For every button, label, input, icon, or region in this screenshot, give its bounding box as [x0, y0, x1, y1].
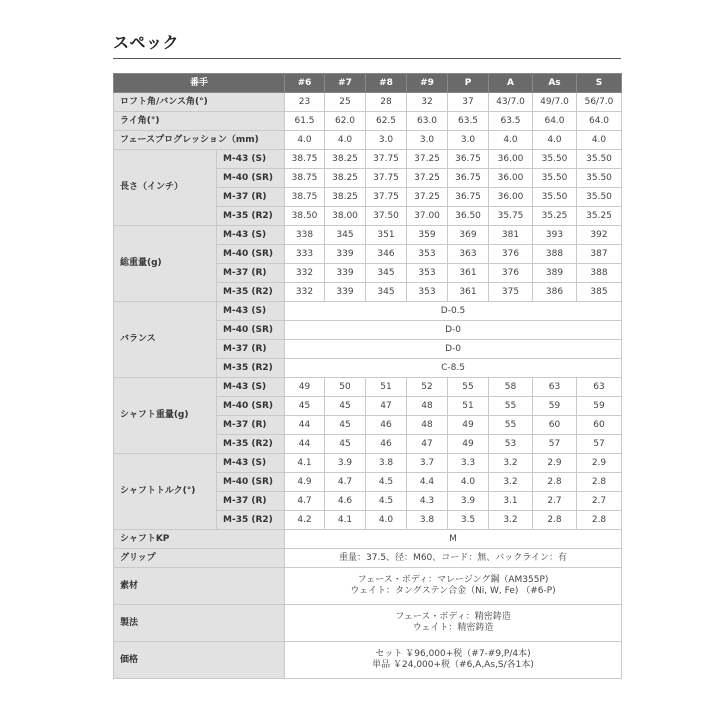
- value-cell: 332: [285, 264, 325, 283]
- shaft-label: M-35 (R2): [217, 435, 285, 454]
- value-cell: 60: [533, 416, 577, 435]
- value-cell: 345: [366, 283, 407, 302]
- value-cell: 35.50: [577, 169, 622, 188]
- group-label: シャフトトルク(°): [114, 454, 217, 530]
- value-line: 単品 ￥24,000+税（#6,A,As,S/各1本): [372, 660, 534, 670]
- spec-row: [114, 549, 622, 568]
- value-cell: 36.00: [489, 188, 533, 207]
- value-cell: 63.0: [407, 112, 448, 131]
- shaft-label: M-43 (S): [217, 378, 285, 397]
- value-cell: 376: [489, 245, 533, 264]
- value-cell: 35.25: [533, 207, 577, 226]
- value-cell: 4.0: [533, 131, 577, 150]
- shaft-label: M-35 (R2): [217, 207, 285, 226]
- shaft-label: M-40 (SR): [217, 245, 285, 264]
- value-cell: 37.25: [407, 188, 448, 207]
- value-cell: 45: [325, 435, 366, 454]
- value-cell: 38.75: [285, 150, 325, 169]
- shaft-label: M-43 (S): [217, 226, 285, 245]
- row-label: 製法: [114, 605, 285, 642]
- group-label: 長さ（インチ）: [114, 150, 217, 226]
- value-cell: 35.50: [533, 150, 577, 169]
- header-cell: A: [489, 74, 533, 93]
- shaft-label: M-35 (R2): [217, 511, 285, 530]
- value-cell: 339: [325, 264, 366, 283]
- value-cell: 3.2: [489, 473, 533, 492]
- shaft-label: M-40 (SR): [217, 169, 285, 188]
- value-cell: 37.75: [366, 169, 407, 188]
- value-line: セット ￥96,000+税（#7-#9,P/4本): [375, 649, 531, 659]
- spec-row: [114, 568, 622, 605]
- value-cell: 37.00: [407, 207, 448, 226]
- value-cell: 59: [577, 397, 622, 416]
- value-cell: 53: [489, 435, 533, 454]
- value-cell: 36.75: [448, 188, 489, 207]
- value-cell: 64.0: [577, 112, 622, 131]
- value-cell: 57: [533, 435, 577, 454]
- shaft-label: M-40 (SR): [217, 473, 285, 492]
- value-cell: D-0: [285, 340, 622, 359]
- value-cell: 333: [285, 245, 325, 264]
- value-cell: 2.9: [577, 454, 622, 473]
- value-cell: 2.8: [533, 473, 577, 492]
- value-cell: 57: [577, 435, 622, 454]
- value-cell: 351: [366, 226, 407, 245]
- value-cell: 361: [448, 283, 489, 302]
- value-cell: 60: [577, 416, 622, 435]
- shaft-label: M-35 (R2): [217, 283, 285, 302]
- value-line: フェース・ボディ：マレージング鋼（AM355P): [357, 575, 549, 585]
- header-cell: #6: [285, 74, 325, 93]
- value-cell: 345: [325, 226, 366, 245]
- row-label: ライ角(°): [114, 112, 285, 131]
- value-cell: D-0: [285, 321, 622, 340]
- value-cell: 47: [366, 397, 407, 416]
- value-cell: 338: [285, 226, 325, 245]
- shaft-label: M-40 (SR): [217, 321, 285, 340]
- value-cell: C-8.5: [285, 359, 622, 378]
- value-cell: 45: [325, 397, 366, 416]
- value-cell: 36.00: [489, 150, 533, 169]
- spec-row: [114, 378, 622, 397]
- shaft-label: M-37 (R): [217, 188, 285, 207]
- value-cell: 339: [325, 245, 366, 264]
- value-cell: 44: [285, 416, 325, 435]
- value-cell: 37.50: [366, 207, 407, 226]
- value-cell: 359: [407, 226, 448, 245]
- value-line: ウェイト：精密鋳造: [412, 623, 494, 633]
- title-divider: [113, 58, 621, 59]
- value-cell: 47: [407, 435, 448, 454]
- row-label: 価格: [114, 642, 285, 679]
- value-cell: 361: [448, 264, 489, 283]
- value-cell: 3.0: [407, 131, 448, 150]
- value-cell: 3.8: [407, 511, 448, 530]
- value-cell: 376: [489, 264, 533, 283]
- value-cell: 4.2: [285, 511, 325, 530]
- value-cell: 363: [448, 245, 489, 264]
- value-cell: 3.0: [448, 131, 489, 150]
- value-cell: 3.8: [366, 454, 407, 473]
- value-cell: 353: [407, 245, 448, 264]
- value-cell: 44: [285, 435, 325, 454]
- value-cell: 389: [533, 264, 577, 283]
- value-cell: 4.0: [489, 131, 533, 150]
- shaft-label: M-35 (R2): [217, 359, 285, 378]
- value-cell: 49: [448, 416, 489, 435]
- value-cell: 36.75: [448, 150, 489, 169]
- value-cell: 35.25: [577, 207, 622, 226]
- value-cell: 50: [325, 378, 366, 397]
- page-title: スペック: [113, 33, 180, 52]
- value-cell: 48: [407, 397, 448, 416]
- value-cell: 381: [489, 226, 533, 245]
- spec-row: [114, 642, 622, 679]
- value-cell: 37.25: [407, 169, 448, 188]
- value-cell: 4.0: [448, 473, 489, 492]
- row-label: グリップ: [114, 549, 285, 568]
- header-cell: S: [577, 74, 622, 93]
- spec-row: [114, 302, 622, 321]
- value-line: 重量：37.5、径：M60、コード：無、バックライン：有: [339, 552, 568, 563]
- value-cell: 38.00: [325, 207, 366, 226]
- header-cell: As: [533, 74, 577, 93]
- shaft-label: M-43 (S): [217, 454, 285, 473]
- row-label: シャフトKP: [114, 530, 285, 549]
- value-cell: 3.2: [489, 454, 533, 473]
- value-cell: 4.6: [325, 492, 366, 511]
- spec-row: [114, 226, 622, 245]
- value-cell: [285, 605, 622, 642]
- shaft-label: M-43 (S): [217, 150, 285, 169]
- value-cell: 38.25: [325, 169, 366, 188]
- spec-table: [113, 73, 622, 679]
- value-cell: 25: [325, 93, 366, 112]
- value-cell: 59: [533, 397, 577, 416]
- value-cell: 388: [577, 264, 622, 283]
- value-cell: 62.0: [325, 112, 366, 131]
- value-cell: 3.2: [489, 511, 533, 530]
- value-cell: 38.75: [285, 169, 325, 188]
- value-line: ウェイト：タングステン合金（Ni, W, Fe) （#6-P): [350, 586, 556, 596]
- value-cell: 61.5: [285, 112, 325, 131]
- value-cell: 63.5: [448, 112, 489, 131]
- shaft-label: M-37 (R): [217, 264, 285, 283]
- value-cell: 51: [366, 378, 407, 397]
- value-cell: 38.75: [285, 188, 325, 207]
- value-cell: 46: [366, 416, 407, 435]
- value-cell: 28: [366, 93, 407, 112]
- value-cell: 2.8: [533, 511, 577, 530]
- value-cell: 353: [407, 264, 448, 283]
- shaft-label: M-37 (R): [217, 340, 285, 359]
- value-cell: 37.75: [366, 188, 407, 207]
- header-cell: P: [448, 74, 489, 93]
- value-cell: 3.9: [325, 454, 366, 473]
- value-cell: 36.00: [489, 169, 533, 188]
- value-cell: 32: [407, 93, 448, 112]
- value-cell: 4.0: [577, 131, 622, 150]
- value-cell: 2.9: [533, 454, 577, 473]
- value-cell: 4.5: [366, 492, 407, 511]
- value-cell: 346: [366, 245, 407, 264]
- shaft-label: M-37 (R): [217, 416, 285, 435]
- header-cell: 番手: [114, 74, 285, 93]
- value-cell: 4.5: [366, 473, 407, 492]
- value-cell: 388: [533, 245, 577, 264]
- shaft-label: M-40 (SR): [217, 397, 285, 416]
- value-cell: [285, 568, 622, 605]
- shaft-label: M-43 (S): [217, 302, 285, 321]
- header-row: [114, 74, 622, 93]
- header-cell: #9: [407, 74, 448, 93]
- value-cell: 4.1: [325, 511, 366, 530]
- value-cell: 332: [285, 283, 325, 302]
- value-line: M: [449, 533, 457, 544]
- value-cell: 345: [366, 264, 407, 283]
- value-cell: 2.8: [577, 511, 622, 530]
- value-cell: 353: [407, 283, 448, 302]
- value-cell: 49/7.0: [533, 93, 577, 112]
- value-cell: 48: [407, 416, 448, 435]
- spec-row: [114, 454, 622, 473]
- value-cell: 4.9: [285, 473, 325, 492]
- value-cell: 51: [448, 397, 489, 416]
- spec-row: [114, 605, 622, 642]
- group-label: シャフト重量(g): [114, 378, 217, 454]
- value-cell: 38.50: [285, 207, 325, 226]
- value-cell: 35.50: [577, 150, 622, 169]
- value-cell: 36.50: [448, 207, 489, 226]
- value-cell: 339: [325, 283, 366, 302]
- value-cell: D-0.5: [285, 302, 622, 321]
- value-cell: 35.50: [577, 188, 622, 207]
- value-cell: 55: [489, 416, 533, 435]
- value-cell: 37.75: [366, 150, 407, 169]
- value-cell: 37.25: [407, 150, 448, 169]
- spec-row: [114, 93, 622, 112]
- group-label: バランス: [114, 302, 217, 378]
- value-cell: 2.7: [577, 492, 622, 511]
- value-cell: 45: [325, 416, 366, 435]
- value-cell: 55: [489, 397, 533, 416]
- header-cell: #8: [366, 74, 407, 93]
- value-line: フェース・ボディ：精密鋳造: [395, 612, 511, 622]
- value-cell: 4.3: [407, 492, 448, 511]
- row-label: ロフト角/バンス角(°): [114, 93, 285, 112]
- value-cell: 45: [285, 397, 325, 416]
- value-cell: 386: [533, 283, 577, 302]
- value-cell: 49: [285, 378, 325, 397]
- row-label: フェースプログレッション（mm): [114, 131, 285, 150]
- value-cell: 43/7.0: [489, 93, 533, 112]
- value-cell: 385: [577, 283, 622, 302]
- value-cell: [285, 642, 622, 679]
- value-cell: 3.7: [407, 454, 448, 473]
- value-cell: 387: [577, 245, 622, 264]
- value-cell: 58: [489, 378, 533, 397]
- value-cell: 3.3: [448, 454, 489, 473]
- value-cell: 63.5: [489, 112, 533, 131]
- value-cell: 49: [448, 435, 489, 454]
- spec-row: [114, 150, 622, 169]
- row-label: 素材: [114, 568, 285, 605]
- value-cell: 35.50: [533, 169, 577, 188]
- spec-row: [114, 530, 622, 549]
- value-cell: 4.7: [325, 473, 366, 492]
- value-cell: 4.1: [285, 454, 325, 473]
- spec-row: [114, 131, 622, 150]
- value-cell: 3.0: [366, 131, 407, 150]
- value-cell: 46: [366, 435, 407, 454]
- value-cell: 3.5: [448, 511, 489, 530]
- value-cell: 393: [533, 226, 577, 245]
- value-cell: 375: [489, 283, 533, 302]
- value-cell: 3.9: [448, 492, 489, 511]
- value-cell: 64.0: [533, 112, 577, 131]
- value-cell: 4.0: [325, 131, 366, 150]
- value-cell: [285, 530, 622, 549]
- value-cell: 52: [407, 378, 448, 397]
- value-cell: 2.7: [533, 492, 577, 511]
- value-cell: [285, 549, 622, 568]
- group-label: 総重量(g): [114, 226, 217, 302]
- value-cell: 369: [448, 226, 489, 245]
- value-cell: 38.25: [325, 150, 366, 169]
- value-cell: 4.0: [285, 131, 325, 150]
- value-cell: 23: [285, 93, 325, 112]
- spec-row: [114, 112, 622, 131]
- value-cell: 63: [533, 378, 577, 397]
- value-cell: 38.25: [325, 188, 366, 207]
- value-cell: 55: [448, 378, 489, 397]
- value-cell: 35.75: [489, 207, 533, 226]
- value-cell: 3.1: [489, 492, 533, 511]
- value-cell: 37: [448, 93, 489, 112]
- value-cell: 62.5: [366, 112, 407, 131]
- value-cell: 4.0: [366, 511, 407, 530]
- value-cell: 35.50: [533, 188, 577, 207]
- value-cell: 392: [577, 226, 622, 245]
- value-cell: 36.75: [448, 169, 489, 188]
- value-cell: 63: [577, 378, 622, 397]
- value-cell: 4.4: [407, 473, 448, 492]
- shaft-label: M-37 (R): [217, 492, 285, 511]
- value-cell: 2.8: [577, 473, 622, 492]
- value-cell: 4.7: [285, 492, 325, 511]
- header-cell: #7: [325, 74, 366, 93]
- value-cell: 56/7.0: [577, 93, 622, 112]
